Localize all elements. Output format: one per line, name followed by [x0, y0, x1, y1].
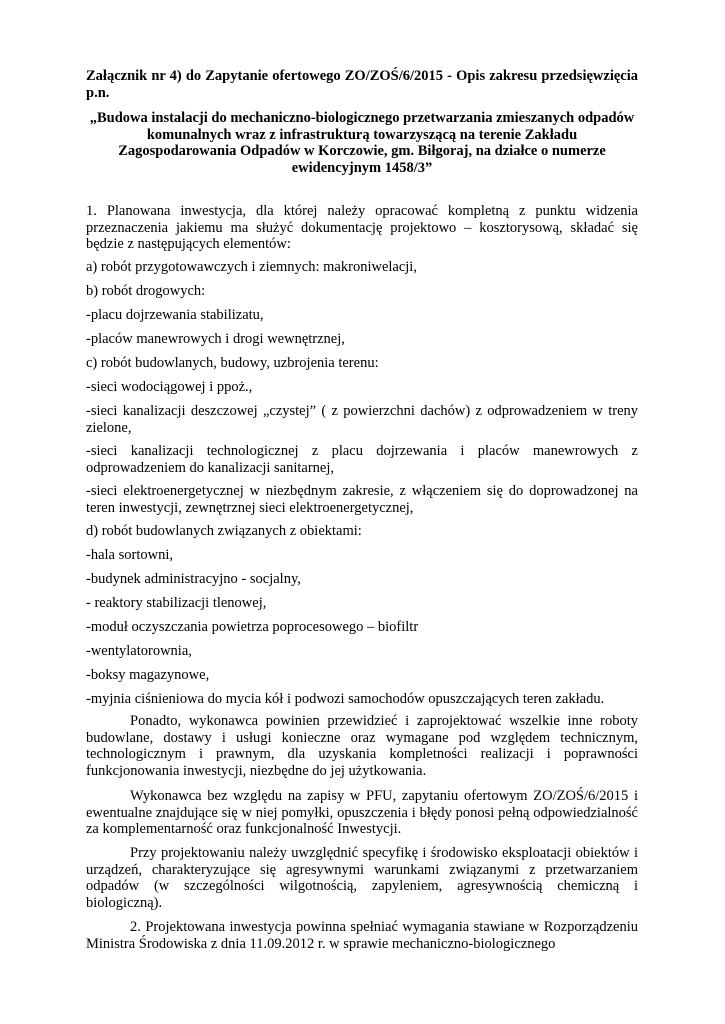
document-subtitle: „Budowa instalacji do mechaniczno-biologicznego przetwarzania zmieszanych odpadów komunalnych wraz z infrastrukturą towarzyszącą na terenie Zakładu Zagospodarowania Odpadów w Korczowie, gm. Biłgoraj, na działce o numerze ewidencyjnym 1458/3” — [89, 110, 635, 176]
list-item: -myjnia ciśnieniowa do mycia kół i podwozi samochodów opuszczających teren zakładu. — [86, 691, 605, 707]
list-item: b) robót drogowych: — [86, 283, 206, 299]
list-item: -sieci elektroenergetycznej w niezbędnym zakresie, z włączeniem się do doprowadzonej na teren inwestycji, zewnętrznej sieci elektroenergetycznej, — [86, 483, 638, 516]
list-item: -sieci wodociągowej i ppoż., — [86, 379, 253, 395]
list-item: -sieci kanalizacji technologicznej z placu dojrzewania i placów manewrowych z odprowadzeniem do kanalizacji sanitarnej, — [86, 443, 638, 476]
list-item: c) robót budowlanych, budowy, uzbrojenia terenu: — [86, 355, 379, 371]
body-paragraph: Wykonawca bez względu na zapisy w PFU, zapytaniu ofertowym ZO/ZOŚ/6/2015 i ewentualne znajdujące się w niej pomyłki, opuszczenia i błędy ponosi pełną odpowiedzialność za komplementarność oraz funkcjonalność Inwestycji. — [86, 788, 638, 837]
list-item: a) robót przygotowawczych i ziemnych: makroniwelacji, — [86, 259, 417, 275]
document-title: Załącznik nr 4) do Zapytanie ofertowego ZO/ZOŚ/6/2015 - Opis zakresu przedsięwzięcia p.n. — [86, 68, 638, 101]
list-item: -moduł oczyszczania powietrza poprocesowego – biofiltr — [86, 619, 419, 635]
body-paragraph: Ponadto, wykonawca powinien przewidzieć i zaprojektować wszelkie inne roboty budowlane, dostawy i usługi konieczne oraz wymagane pod względem technicznym, technologicznym i prawnym, dla uzyskania kompletności realizacji i poprawności funkcjonowania inwestycji, niezbędne do jej użytkowania. — [86, 713, 638, 779]
list-item: -hala sortowni, — [86, 547, 173, 563]
list-item: -wentylatorownia, — [86, 643, 192, 659]
list-item: -placów manewrowych i drogi wewnętrznej, — [86, 331, 345, 347]
list-item: -placu dojrzewania stabilizatu, — [86, 307, 264, 323]
body-paragraph: 2. Projektowana inwestycja powinna spełniać wymagania stawiane w Rozporządzeniu Ministra Środowiska z dnia 11.09.2012 r. w sprawie mechaniczno-biologicznego — [86, 919, 638, 952]
list-item: -boksy magazynowe, — [86, 667, 210, 683]
intro-paragraph: 1. Planowana inwestycja, dla której należy opracować kompletną z punktu widzenia przeznaczenia jakiemu ma służyć dokumentację projektowo – kosztorysową, składać się będzie z następujących elementów: — [86, 203, 638, 252]
list-item: d) robót budowlanych związanych z obiektami: — [86, 523, 362, 539]
body-paragraph: Przy projektowaniu należy uwzględnić specyfikę i środowisko eksploatacji obiektów i urządzeń, charakteryzujące się agresywnymi warunkami związanymi z przetwarzaniem odpadów (w szczególności wilgotnością, zapyleniem, agresywnością chemiczną i biologiczną). — [86, 845, 638, 911]
list-item: -sieci kanalizacji deszczowej „czystej” ( z powierzchni dachów) z odprowadzeniem w treny zielone, — [86, 403, 638, 436]
list-item: - reaktory stabilizacji tlenowej, — [86, 595, 267, 611]
list-item: -budynek administracyjno - socjalny, — [86, 571, 301, 587]
